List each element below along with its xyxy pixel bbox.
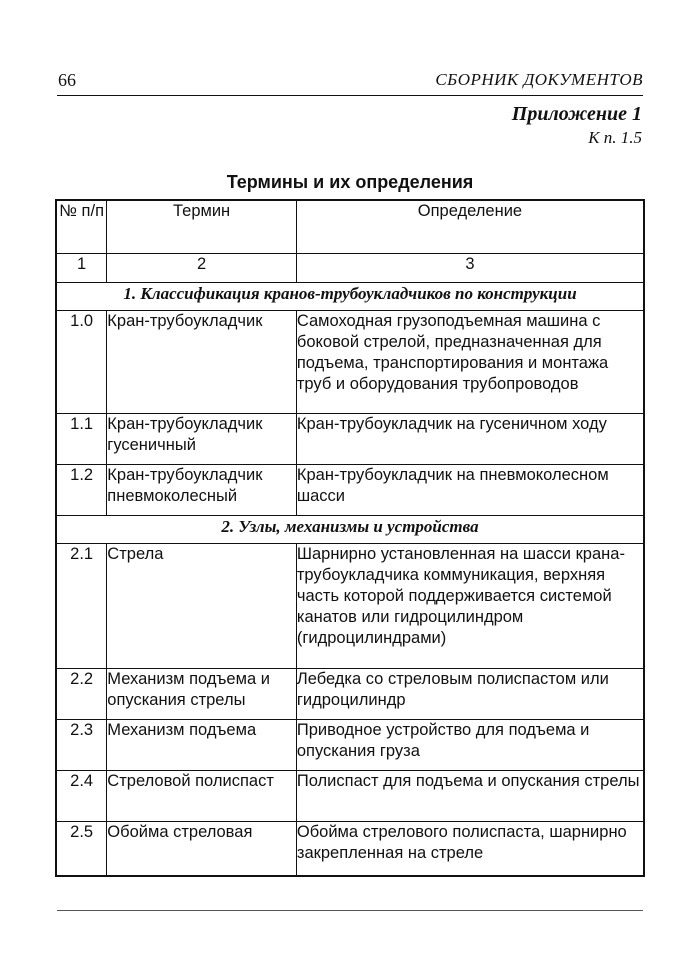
header-rule xyxy=(57,95,643,96)
section-title: 2. Узлы, механизмы и устройства xyxy=(56,516,644,544)
column-index: 1 xyxy=(56,254,107,283)
row-number: 1.0 xyxy=(56,311,107,414)
table-header-row xyxy=(56,200,644,254)
row-term: Механизм подъема xyxy=(107,720,297,771)
terms-table xyxy=(55,199,645,877)
row-term: Кран-трубоукладчик пневмоколесный xyxy=(107,465,297,516)
row-definition: Шарнирно установленная на шасси крана-трубоукладчика коммуникация, верхняя часть которой поддерживается системой канатов или гидроцилиндром (гидроцилиндрами) xyxy=(296,544,644,669)
row-definition: Самоходная грузоподъемная машина с боковой стрелой, предназначенная для подъема, транспортирования и монтажа труб и оборудования трубопроводов xyxy=(296,311,644,414)
table-row xyxy=(56,311,644,414)
table-row xyxy=(56,544,644,669)
appendix-title: Приложение 1 xyxy=(511,103,642,125)
row-number: 1.1 xyxy=(56,414,107,465)
header-number: № п/п xyxy=(56,200,107,254)
page-number: 66 xyxy=(58,70,76,90)
row-term: Механизм подъема и опускания стрелы xyxy=(107,669,297,720)
row-number: 2.2 xyxy=(56,669,107,720)
row-number: 1.2 xyxy=(56,465,107,516)
section-heading-row xyxy=(56,283,644,311)
footer-rule xyxy=(57,910,643,911)
row-term: Стрела xyxy=(107,544,297,669)
table-row xyxy=(56,771,644,822)
section-title: 1. Классификация кранов-трубоукладчиков по конструкции xyxy=(56,283,644,311)
running-head: СБОРНИК ДОКУМЕНТОВ xyxy=(435,70,643,89)
column-index-row xyxy=(56,254,644,283)
row-number: 2.3 xyxy=(56,720,107,771)
table-row xyxy=(56,414,644,465)
table-title: Термины и их определения xyxy=(226,172,474,192)
row-definition: Приводное устройство для подъема и опускания груза xyxy=(296,720,644,771)
column-index: 3 xyxy=(296,254,644,283)
row-definition: Полиспаст для подъема и опускания стрелы xyxy=(296,771,644,822)
appendix-reference: К п. 1.5 xyxy=(588,128,642,147)
row-term: Кран-трубоукладчик xyxy=(107,311,297,414)
table-row xyxy=(56,465,644,516)
header-term: Термин xyxy=(107,200,297,254)
row-definition: Кран-трубоукладчик на пневмоколесном шасси xyxy=(296,465,644,516)
section-heading-row xyxy=(56,516,644,544)
column-index: 2 xyxy=(107,254,297,283)
row-term: Обойма стреловая xyxy=(107,822,297,876)
row-definition: Кран-трубоукладчик на гусеничном ходу xyxy=(296,414,644,465)
table-row xyxy=(56,669,644,720)
header-definition: Определение xyxy=(296,200,644,254)
row-definition: Обойма стрелового полиспаста, шарнирно закрепленная на стреле xyxy=(296,822,644,876)
table-row xyxy=(56,720,644,771)
row-number: 2.4 xyxy=(56,771,107,822)
table-row xyxy=(56,822,644,876)
row-definition: Лебедка со стреловым полиспастом или гидроцилиндр xyxy=(296,669,644,720)
row-term: Стреловой полиспаст xyxy=(107,771,297,822)
row-term: Кран-трубоукладчик гусеничный xyxy=(107,414,297,465)
row-number: 2.1 xyxy=(56,544,107,669)
row-number: 2.5 xyxy=(56,822,107,876)
